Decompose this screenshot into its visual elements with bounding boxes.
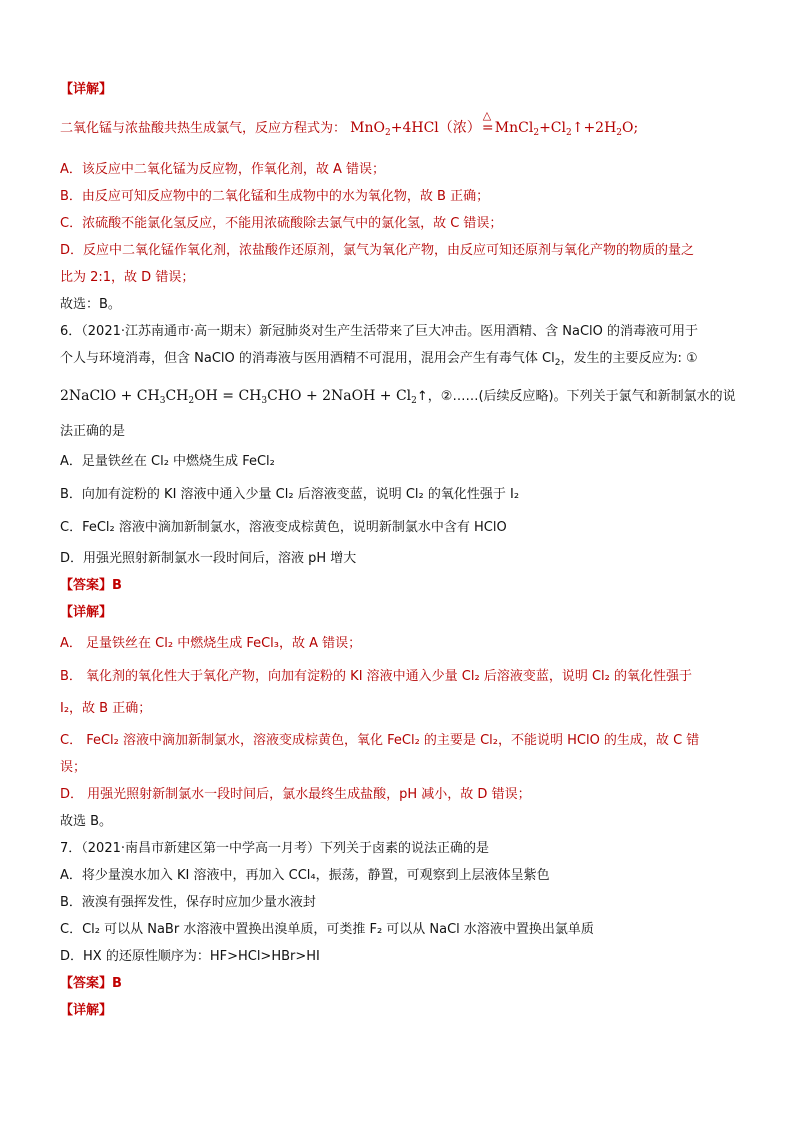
q5-intro: 二氧化锰与浓盐酸共热生成氯气，反应方程式为： [60, 121, 347, 136]
q5-option-a: A．该反应中二氧化锰为反应物，作氧化剂，故 A 错误； [60, 162, 386, 177]
q6-detail-b-2: I₂，故 B 正确； [60, 701, 152, 716]
q6-equation: 2NaClO + $CH_3CH_2OH = CH_3CHO$ + 2NaOH + $Cl_2↑$，②……(后续反应略)。下列关于氯气和新制氯水的说 [60, 388, 736, 406]
q5-option-c: C．浓硫酸不能氯化氢反应，不能用浓硫酸除去氯气中的氯化氢，故 C 错误； [60, 216, 503, 231]
q6-answer: 【答案】B [60, 578, 122, 593]
q6-option-b: B．向加有淀粉的 KI 溶液中通入少量 Cl₂ 后溶液变蓝，说明 Cl₂ 的氧化性强于 I₂ [60, 487, 520, 502]
q5-equation-line [60, 109, 639, 143]
q6-detail-d: D． 用强光照射新制氯水一段时间后，氯水最终生成盐酸，pH 减小，故 D 错误； [60, 787, 531, 802]
q7-answer: 【答案】B [60, 976, 122, 991]
detail-label: 【详解】 [60, 82, 113, 97]
q6-stem-4: 法正确的是 [60, 424, 126, 439]
q6-option-a: A．足量铁丝在 Cl₂ 中燃烧生成 FeCl₂ [60, 454, 275, 469]
q6-stem-2: 个人与环境消毒，但含 NaClO 的消毒液与医用酒精不可混用，混用会产生有毒气体 $Cl_2$，发生的主要反应为: ① [60, 351, 698, 368]
q6-detail-b-1: B． 氧化剂的氧化性大于氧化产物，向加有淀粉的 KI 溶液中通入少量 Cl₂ 后溶液变蓝，说明 Cl₂ 的氧化性强于 [60, 669, 693, 684]
q5-choice: 故选：B。 [60, 297, 121, 312]
q6-stem-1: 6．（2021·江苏南通市·高一期末）新冠肺炎对生产生活带来了巨大冲击。医用酒精、含 NaClO 的消毒液可用于 [60, 324, 698, 339]
q6-detail-a: A． 足量铁丝在 Cl₂ 中燃烧生成 FeCl₃，故 A 错误； [60, 636, 362, 651]
q6-detail-c-1: C． FeCl₂ 溶液中滴加新制氯水，溶液变成棕黄色，氧化 FeCl₂ 的主要是 Cl₂，不能说明 HClO 的生成，故 C 错 [60, 733, 700, 748]
q5-equation: MnO$_2$+4HCl（浓） △ $=MnCl_2+Cl_2↑+2H_2O$; [350, 109, 639, 138]
q7-option-c: C．Cl₂ 可以从 NaBr 水溶液中置换出溴单质，可类推 F₂ 可以从 NaCl 水溶液中置换出氯单质 [60, 922, 594, 937]
q6-choice: 故选 B。 [60, 814, 113, 829]
q7-detail-label: 【详解】 [60, 1003, 113, 1018]
q6-option-d: D．用强光照射新制氯水一段时间后，溶液 pH 增大 [60, 551, 357, 566]
q6-option-c: C．FeCl₂ 溶液中滴加新制氯水，溶液变成棕黄色，说明新制氯水中含有 HClO [60, 520, 507, 535]
heat-condition: △ = [481, 109, 494, 136]
q6-detail-c-2: 误； [60, 760, 87, 775]
q7-option-d: D．HX 的还原性顺序为：HF>HCl>HBr>HI [60, 949, 320, 964]
q5-option-b: B．由反应可知反应物中的二氧化锰和生成物中的水为氧化物，故 B 正确； [60, 189, 490, 204]
q6-detail-label: 【详解】 [60, 605, 113, 620]
q5-option-d-1: D．反应中二氧化锰作氧化剂，浓盐酸作还原剂，氯气为氧化产物，由反应可知还原剂与氧化产物的物质的量之 [60, 243, 695, 258]
q7-stem: 7．（2021·南昌市新建区第一中学高一月考）下列关于卤素的说法正确的是 [60, 841, 489, 856]
q5-option-d-2: 比为 2:1，故 D 错误； [60, 270, 195, 285]
q7-option-b: B．液溴有强挥发性，保存时应加少量水液封 [60, 895, 316, 910]
q7-option-a: A．将少量溴水加入 KI 溶液中，再加入 CCl₄，振荡，静置，可观察到上层液体呈紫色 [60, 868, 550, 883]
